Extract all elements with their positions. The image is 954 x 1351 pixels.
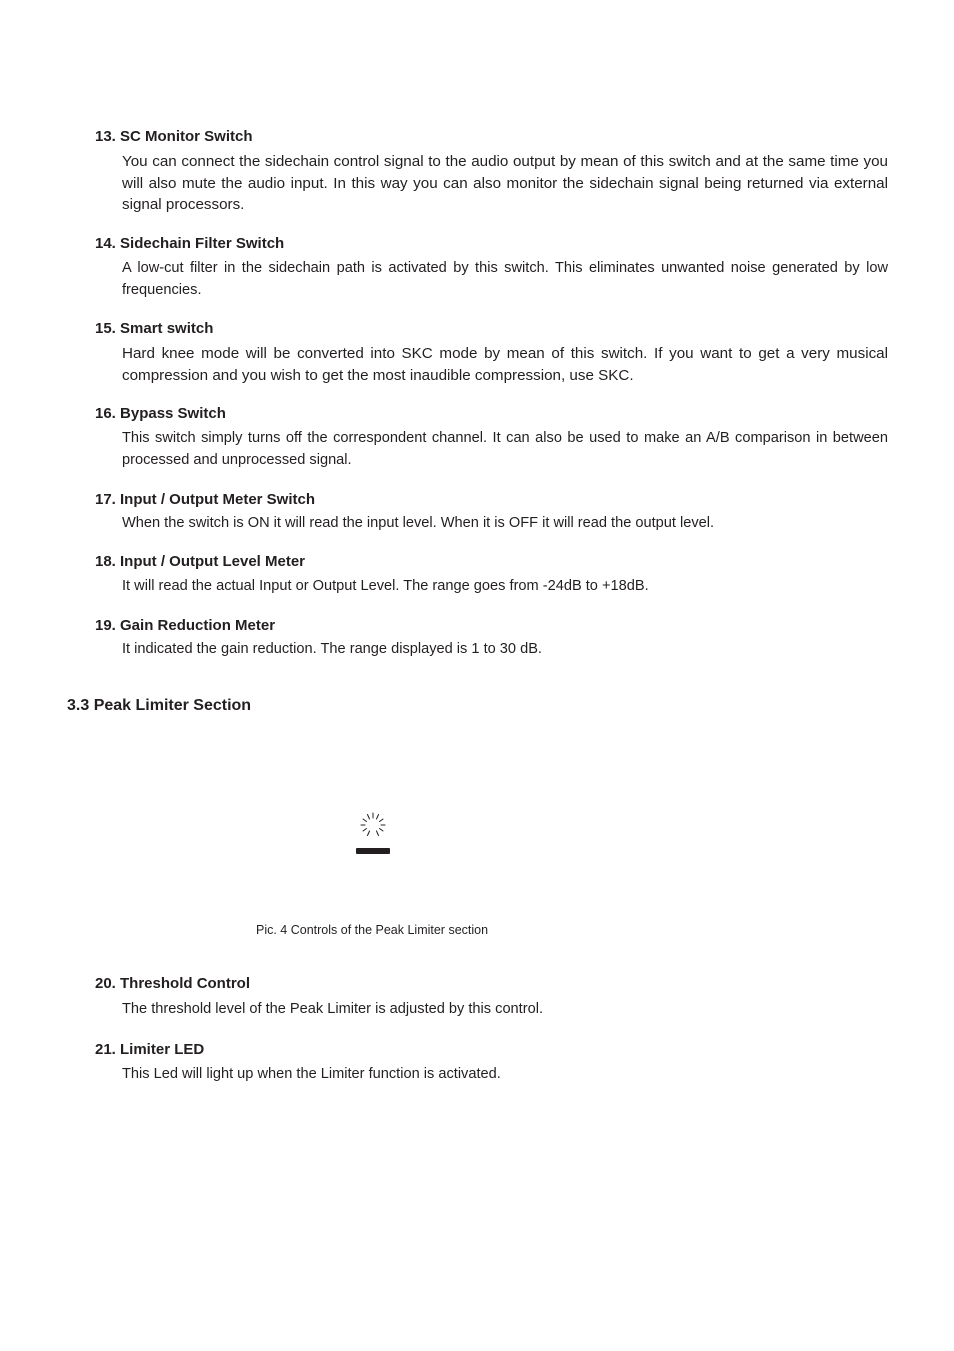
item-heading: 18. Input / Output Level Meter: [95, 553, 306, 570]
item-text: It indicated the gain reduction. The range displayed is 1 to 30 dB.: [122, 641, 542, 657]
item-text: The threshold level of the Peak Limiter is adjusted by this control.: [122, 1001, 544, 1017]
item-heading: 16. Bypass Switch: [95, 405, 226, 422]
item-14-sidechain-filter-switch: [95, 235, 895, 301]
section-title: 3.3 Peak Limiter Section: [67, 697, 252, 714]
peak-limiter-figure: [340, 805, 406, 865]
item-heading: 21. Limiter LED: [95, 1041, 205, 1058]
item-text: This Led will light up when the Limiter function is activated.: [122, 1066, 501, 1082]
item-text: Hard knee mode will be converted into SKC mode by mean of this switch. If you want to get a very musical compression and you wish to get the most inaudible compression, use SKC.: [122, 345, 888, 384]
item-21-limiter-led: [95, 1041, 895, 1086]
item-heading: 15. Smart switch: [95, 320, 214, 337]
item-17-input-output-meter-switch: [95, 491, 895, 535]
item-heading: 20. Threshold Control: [95, 975, 251, 992]
item-text: It will read the actual Input or Output Level. The range goes from -24dB to +18dB.: [122, 578, 649, 594]
item-text: A low-cut filter in the sidechain path is activated by this switch. This eliminates unwanted noise generated by low frequencies.: [122, 260, 888, 298]
figure-caption: Pic. 4 Controls of the Peak Limiter section: [256, 923, 489, 937]
item-16-bypass-switch: [95, 405, 895, 471]
item-text: This switch simply turns off the correspondent channel. It can also be used to make an A/B comparison in between processed and unprocessed signal.: [122, 430, 888, 468]
item-heading: 14. Sidechain Filter Switch: [95, 235, 285, 252]
item-20-threshold-control: [95, 975, 895, 1021]
item-19-gain-reduction-meter: [95, 617, 895, 661]
item-text: When the switch is ON it will read the input level. When it is OFF it will read the output level.: [122, 515, 715, 531]
limiter-led-icon: [340, 805, 406, 865]
item-15-smart-switch: [95, 320, 895, 386]
item-13-sc-monitor-switch: [95, 128, 895, 216]
item-heading: 19. Gain Reduction Meter: [95, 617, 276, 634]
item-heading: 13. SC Monitor Switch: [95, 128, 253, 145]
item-heading: 17. Input / Output Meter Switch: [95, 491, 316, 508]
item-18-input-output-level-meter: [95, 553, 895, 598]
item-text: You can connect the sidechain control signal to the audio output by mean of this switch and at the same time you will also mute the audio input. In this way you can also monitor the sidechain signal being returned via external signal processors.: [122, 153, 888, 213]
